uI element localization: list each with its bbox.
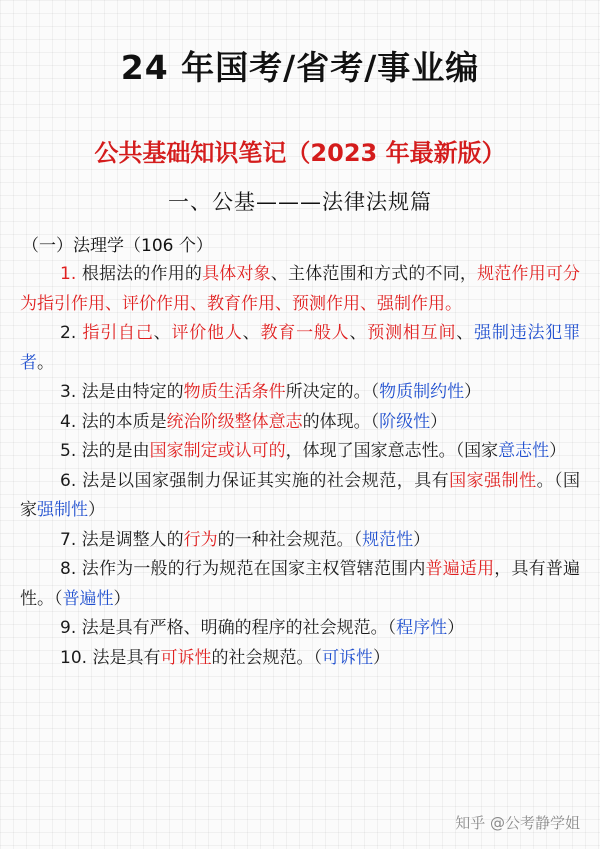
note-item (20, 614, 580, 644)
highlight-blue: 强制性 (37, 500, 88, 520)
note-text: 8. 法作为一般的行为规范在国家主权管辖范围内 (60, 559, 426, 579)
highlight-red: 行为 (183, 529, 218, 550)
note-text: 所决定的。（ (285, 382, 380, 402)
sub-section-heading: （一）法理学（106 个） (22, 236, 213, 256)
note-text: 、 (242, 323, 261, 343)
watermark: 知乎 @公考静学姐 (455, 814, 580, 832)
note-text: 2. (60, 323, 83, 343)
highlight-blue: 阶级性 (379, 411, 431, 432)
notes-list (20, 260, 580, 673)
note-text: ） (413, 529, 431, 550)
note-text: 的社会规范。（ (211, 647, 322, 668)
note-text: ） (430, 411, 448, 432)
note-text: ） (464, 382, 482, 402)
note-text: 3. 法是由特定的 (60, 382, 184, 402)
page-subtitle: 公共基础知识笔记（2023 年最新版） (94, 139, 506, 167)
note-text: ） (372, 647, 390, 668)
note-item (20, 526, 580, 556)
note-item (20, 644, 580, 674)
note-text: 10. 法是具有 (60, 647, 161, 668)
note-text: 。 (37, 352, 54, 373)
note-text: 9. 法是具有严格、明确的程序的社会规范。（ (60, 618, 397, 638)
note-text: 5. 法的是由 (60, 441, 150, 461)
note-text: ） (447, 618, 465, 638)
highlight-blue: 意志性 (498, 441, 550, 461)
highlight-red: 物质生活条件 (183, 382, 286, 402)
highlight-red: 规范作用可分为指引作用、评价作用、教育作用、预测作用、强制作用。 (20, 264, 581, 314)
highlight-red: 具体对象 (202, 264, 271, 284)
note-text: 的体现。（ (302, 411, 380, 432)
note-item (20, 467, 580, 526)
note-text: 。（国家 (20, 470, 581, 520)
highlight-blue: 规范性 (362, 529, 414, 550)
note-text: ） (549, 441, 567, 461)
highlight-blue: 强制违法犯罪者 (20, 323, 581, 373)
highlight-red: 普遍适用 (425, 559, 495, 579)
note-item (20, 378, 580, 408)
note-text: ） (88, 500, 105, 520)
highlight-red: 国家制定或认可的 (149, 441, 286, 461)
highlight-red: 1. (60, 264, 82, 284)
note-text: 、 (153, 323, 172, 343)
highlight-blue: 程序性 (396, 618, 448, 638)
section-heading: 一、公基———法律法规篇 (168, 190, 432, 214)
note-item (20, 408, 580, 438)
page-title: 24 年国考/省考/事业编 (120, 48, 480, 87)
note-text: 的一种社会规范。（ (217, 529, 363, 550)
note-item (20, 437, 580, 467)
note-item (20, 555, 580, 614)
highlight-blue: 可诉性 (321, 647, 373, 668)
highlight-red: 统治阶级整体意志 (166, 411, 303, 432)
highlight-red: 评价他人 (171, 323, 243, 343)
note-text: 6. 法是以国家强制力保证其实施的社会规范，具有 (60, 470, 450, 491)
note-item (20, 260, 580, 319)
highlight-blue: 普遍性 (62, 588, 114, 609)
note-text: 根据法的作用的 (81, 264, 203, 284)
note-text: 4. 法的本质是 (60, 411, 167, 432)
highlight-red: 教育一般人 (260, 323, 350, 343)
highlight-red: 可诉性 (160, 647, 212, 668)
highlight-red: 国家强制性 (449, 470, 537, 491)
highlight-red: 预测相互间 (367, 323, 457, 343)
note-text: 、主体范围和方式的不同， (270, 264, 478, 284)
note-item (20, 319, 580, 378)
highlight-red: 指引自己 (82, 323, 154, 343)
note-text: 7. 法是调整人的 (60, 529, 184, 550)
note-text: 、 (349, 323, 368, 343)
note-text: ，具有普遍性。（ (20, 559, 581, 609)
note-text: ） (113, 588, 131, 609)
highlight-blue: 物质制约性 (379, 382, 465, 402)
note-text: 、 (456, 323, 475, 343)
note-text: ，体现了国家意志性。（国家 (285, 441, 499, 461)
